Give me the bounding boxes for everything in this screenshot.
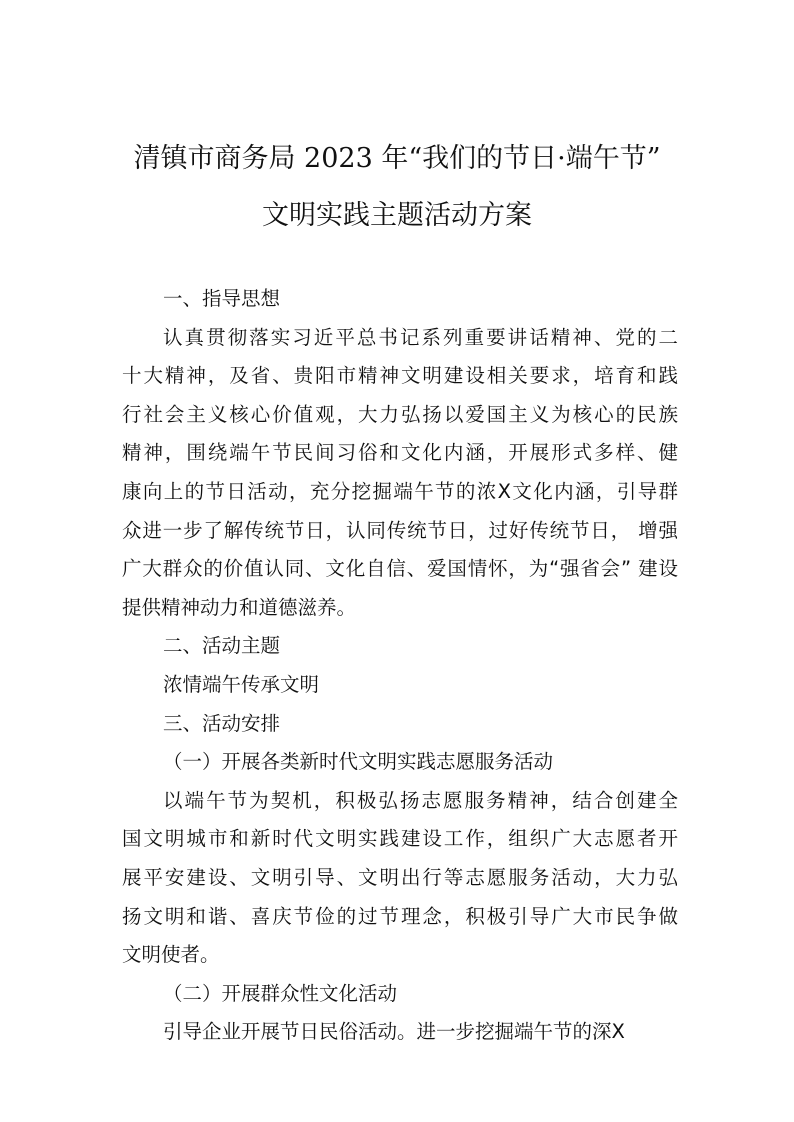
paragraph-line: 引导企业开展节日民俗活动。进一步挖掘端午节的深X bbox=[163, 1020, 625, 1044]
paragraph-line: 扬文明和谐、喜庆节俭的过节理念，积极引导广大市民争做 bbox=[122, 904, 678, 928]
paragraph-line: 以端午节为契机，积极弘扬志愿服务精神，结合创建全 bbox=[163, 788, 678, 812]
paragraph-line: 十大精神，及省、贵阳市精神文明建设相关要求，培育和践 bbox=[122, 364, 678, 388]
paragraph-line: 广大群众的价值认同、文化自信、爱国情怀，为“强省会” 建设 bbox=[122, 557, 678, 581]
subsection-heading-cultural-activities: （二）开展群众性文化活动 bbox=[163, 981, 398, 1005]
section-heading-guiding-ideology: 一、指导思想 bbox=[163, 287, 281, 310]
subsection-heading-volunteer-activities: （一）开展各类新时代文明实践志愿服务活动 bbox=[163, 750, 554, 774]
paragraph-line: 提供精神动力和道德滋养。 bbox=[122, 595, 357, 619]
paragraph-line: 精神，围绕端午节民间习俗和文化内涵，开展形式多样、健 bbox=[122, 441, 678, 465]
paragraph-line: 文明使者。 bbox=[122, 943, 220, 967]
document-body bbox=[122, 280, 678, 1052]
paragraph-line: 认真贯彻落实习近平总书记系列重要讲话精神、党的二 bbox=[163, 325, 678, 349]
section-heading-activity-arrangement: 三、活动安排 bbox=[163, 711, 281, 735]
document-title-line-1: 清镇市商务局 2023 年“我们的节日·端午节” bbox=[133, 143, 661, 174]
paragraph-line: 国文明城市和新时代文明实践建设工作，组织广大志愿者开 bbox=[122, 827, 678, 851]
paragraph-line: 众进一步了解传统节日，认同传统节日，过好传统节日， 增强 bbox=[122, 518, 678, 542]
activity-theme-text: 浓情端午传承文明 bbox=[163, 672, 320, 696]
document-title-line-2: 文明实践主题活动方案 bbox=[262, 200, 532, 231]
section-heading-activity-theme: 二、活动主题 bbox=[163, 634, 281, 658]
paragraph-line: 展平安建设、文明引导、文明出行等志愿服务活动，大力弘 bbox=[122, 865, 678, 889]
paragraph-line: 康向上的节日活动，充分挖掘端午节的浓X文化内涵，引导群 bbox=[122, 479, 678, 503]
paragraph-line: 行社会主义核心价值观，大力弘扬以爱国主义为核心的民族 bbox=[122, 402, 678, 426]
